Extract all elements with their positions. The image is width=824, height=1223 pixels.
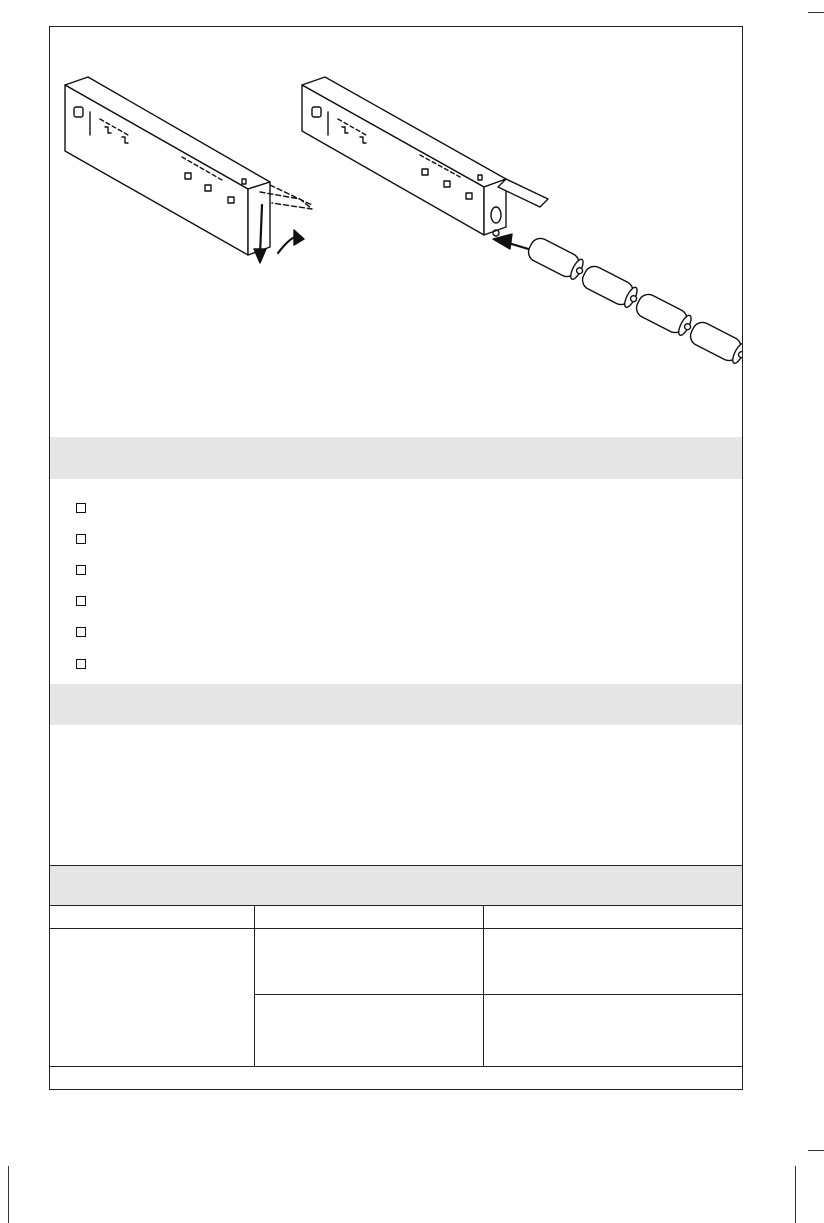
checklist: [76, 492, 716, 679]
section-heading-band: [50, 684, 742, 725]
checkbox[interactable]: [76, 565, 86, 575]
instruction-frame: [49, 26, 743, 1090]
checkbox[interactable]: [76, 503, 86, 513]
checkbox[interactable]: [76, 659, 86, 669]
remote-control-right: [302, 77, 548, 251]
battery: [687, 319, 742, 367]
battery-replacement-illustration: [50, 27, 742, 437]
checklist-item: [76, 554, 716, 585]
section-heading-band: [50, 865, 742, 906]
checklist-item: [76, 617, 716, 648]
checklist-item: [76, 523, 716, 554]
checklist-item: [76, 648, 716, 679]
battery: [525, 235, 588, 283]
crop-mark-right: [808, 1150, 824, 1151]
remote-control-left: [65, 77, 312, 263]
crop-mark-bottom-left: [8, 1166, 9, 1223]
checklist-item: [76, 492, 716, 523]
battery: [633, 291, 696, 339]
section-heading-band: [50, 437, 742, 479]
checklist-item: [76, 586, 716, 617]
checkbox[interactable]: [76, 534, 86, 544]
info-table: [50, 905, 742, 1090]
battery: [579, 263, 642, 311]
batteries: [525, 235, 742, 367]
crop-mark-top-right: [808, 12, 824, 13]
checkbox[interactable]: [76, 627, 86, 637]
crop-mark-bottom-right: [795, 1166, 796, 1223]
checkbox[interactable]: [76, 596, 86, 606]
